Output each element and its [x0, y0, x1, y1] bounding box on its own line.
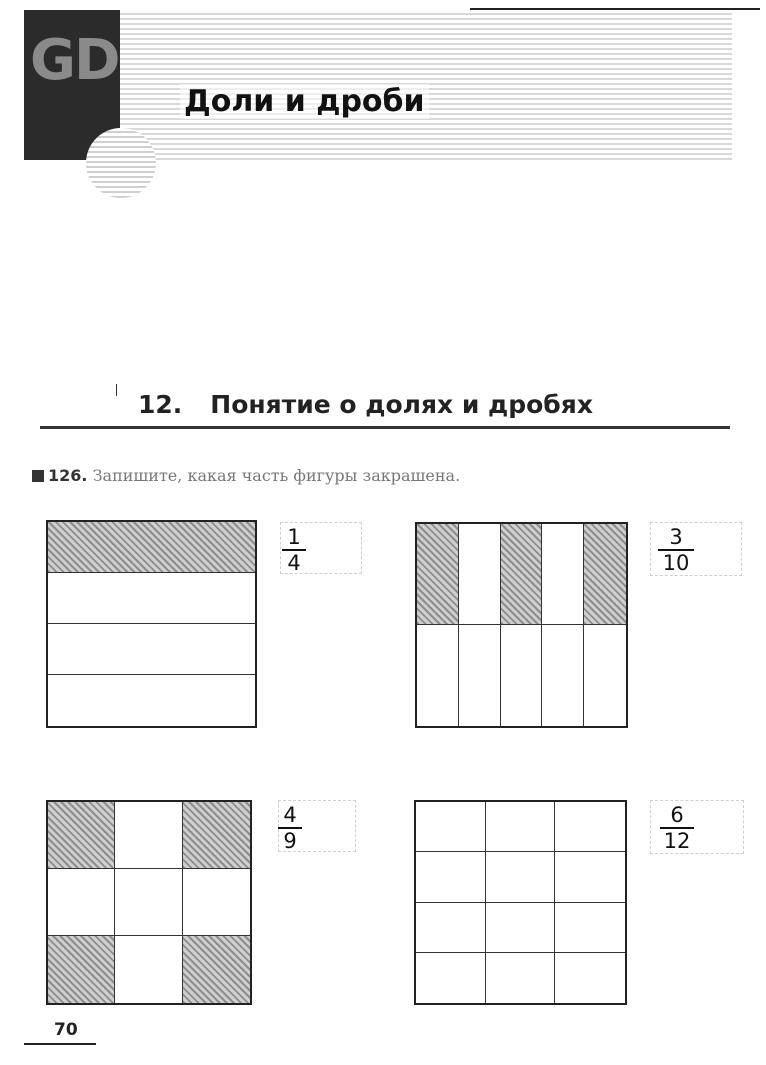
figure-4-cell — [486, 953, 556, 1003]
figure-2-cell — [417, 524, 459, 625]
answer-3-denominator: 9 — [283, 829, 297, 853]
figure-3-cell — [115, 936, 182, 1003]
chapter-title: Доли и дроби — [180, 84, 429, 119]
figure-4-cell — [555, 802, 625, 852]
figure-1-cell — [48, 624, 255, 675]
figure-4-cell — [486, 903, 556, 953]
figure-3-cell — [183, 869, 250, 936]
answer-4-numerator: 6 — [670, 803, 684, 827]
figure-4-cell — [416, 802, 486, 852]
figure-3-cell — [48, 869, 115, 936]
answer-4 — [660, 804, 694, 852]
figure-4 — [414, 800, 627, 1005]
task-square-icon — [32, 470, 44, 482]
figure-3-cell — [48, 802, 115, 869]
figure-3-cell — [183, 936, 250, 1003]
figure-1 — [46, 520, 257, 728]
task-text: Запишите, какая часть фигуры закрашена. — [92, 466, 461, 485]
answer-2-numerator: 3 — [669, 525, 683, 549]
figure-2-cell — [542, 625, 584, 726]
figure-2-cell — [501, 625, 543, 726]
figure-3-cell — [48, 936, 115, 1003]
section-title: Понятие о долях и дробях — [210, 390, 593, 419]
chapter-header — [0, 0, 766, 200]
page-number: 70 — [54, 1020, 78, 1040]
figure-3-cell — [115, 869, 182, 936]
figure-2-cell — [542, 524, 584, 625]
figure-1-cell — [48, 573, 255, 624]
figure-2-cell — [459, 524, 501, 625]
figure-3 — [46, 800, 252, 1005]
figure-4-cell — [416, 852, 486, 902]
figure-4-cell — [416, 953, 486, 1003]
answer-3-numerator: 4 — [283, 803, 297, 827]
figure-4-cell — [486, 852, 556, 902]
figure-4-cell — [555, 903, 625, 953]
figure-4-cell — [486, 802, 556, 852]
figure-2-cell — [459, 625, 501, 726]
circle-decoration — [86, 128, 156, 198]
figure-2-cell — [417, 625, 459, 726]
answer-2 — [658, 526, 694, 574]
answer-2-denominator: 10 — [662, 551, 690, 575]
figure-4-cell — [555, 953, 625, 1003]
answer-1-numerator: 1 — [287, 525, 301, 549]
figure-2-cell — [501, 524, 543, 625]
figure-4-cell — [555, 852, 625, 902]
figure-1-cell — [48, 522, 255, 573]
figure-2-cell — [584, 625, 626, 726]
answer-1 — [282, 526, 306, 574]
task-number: 126. — [48, 466, 88, 485]
answer-4-denominator: 12 — [663, 829, 691, 853]
answer-1-denominator: 4 — [287, 551, 301, 575]
figure-3-cell — [115, 802, 182, 869]
task-line — [32, 466, 460, 485]
section-heading — [138, 390, 593, 419]
chapter-top-rule — [470, 8, 760, 10]
figure-3-cell — [183, 802, 250, 869]
figure-1-cell — [48, 675, 255, 726]
margin-tick — [116, 384, 117, 396]
figure-2 — [415, 522, 628, 728]
figure-4-cell — [416, 903, 486, 953]
answer-3 — [278, 804, 302, 852]
chapter-code: GD — [30, 28, 119, 93]
page-number-rule — [24, 1043, 96, 1045]
section-number: 12. — [138, 390, 183, 419]
figure-2-cell — [584, 524, 626, 625]
section-rule — [40, 426, 730, 429]
